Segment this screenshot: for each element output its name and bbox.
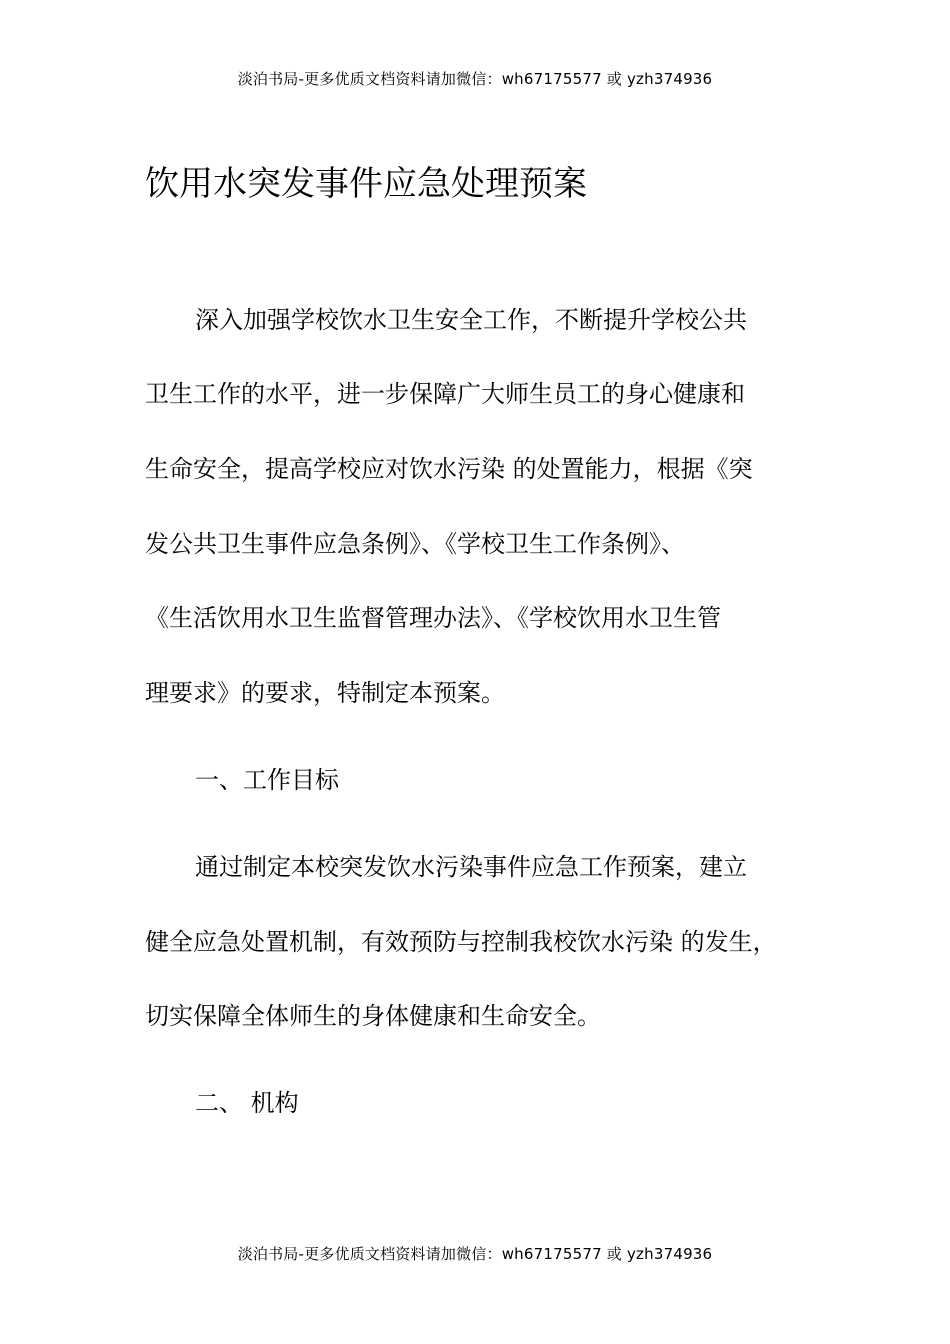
paragraph-1-line: 深入加强学校饮水卫生安全工作，不断提升学校公共 <box>195 306 747 334</box>
paragraph-1-line: 卫生工作的水平，进一步保障广大师生员工的身心健康和 <box>145 380 745 408</box>
section-2-heading: 二、 机构 <box>195 1089 299 1117</box>
paragraph-2-line: 健全应急处置机制，有效预防与控制我校饮水污染 的发生， <box>145 928 777 956</box>
section-1-heading: 一、工作目标 <box>195 766 339 794</box>
footer-watermark-note: 淡泊书局-更多优质文档资料请加微信：wh67175577 或 yzh374936 <box>237 1245 713 1263</box>
paragraph-2-line: 切实保障全体师生的身体健康和生命安全。 <box>145 1002 601 1030</box>
paragraph-1-line: 理要求》的要求，特制定本预案。 <box>145 679 505 707</box>
paragraph-1-line: 生命安全，提高学校应对饮水污染 的处置能力，根据《突 <box>145 455 753 483</box>
header-watermark-note: 淡泊书局-更多优质文档资料请加微信：wh67175577 或 yzh374936 <box>237 70 713 88</box>
paragraph-1-line: 发公共卫生事件应急条例》、《学校卫生工作条例》、 <box>145 530 685 558</box>
document-title: 饮用水突发事件应急处理预案 <box>145 164 587 204</box>
paragraph-2-line: 通过制定本校突发饮水污染事件应急工作预案，建立 <box>195 853 747 881</box>
paragraph-1-line: 《生活饮用水卫生监督管理办法》、《学校饮用水卫生管 <box>145 604 721 632</box>
